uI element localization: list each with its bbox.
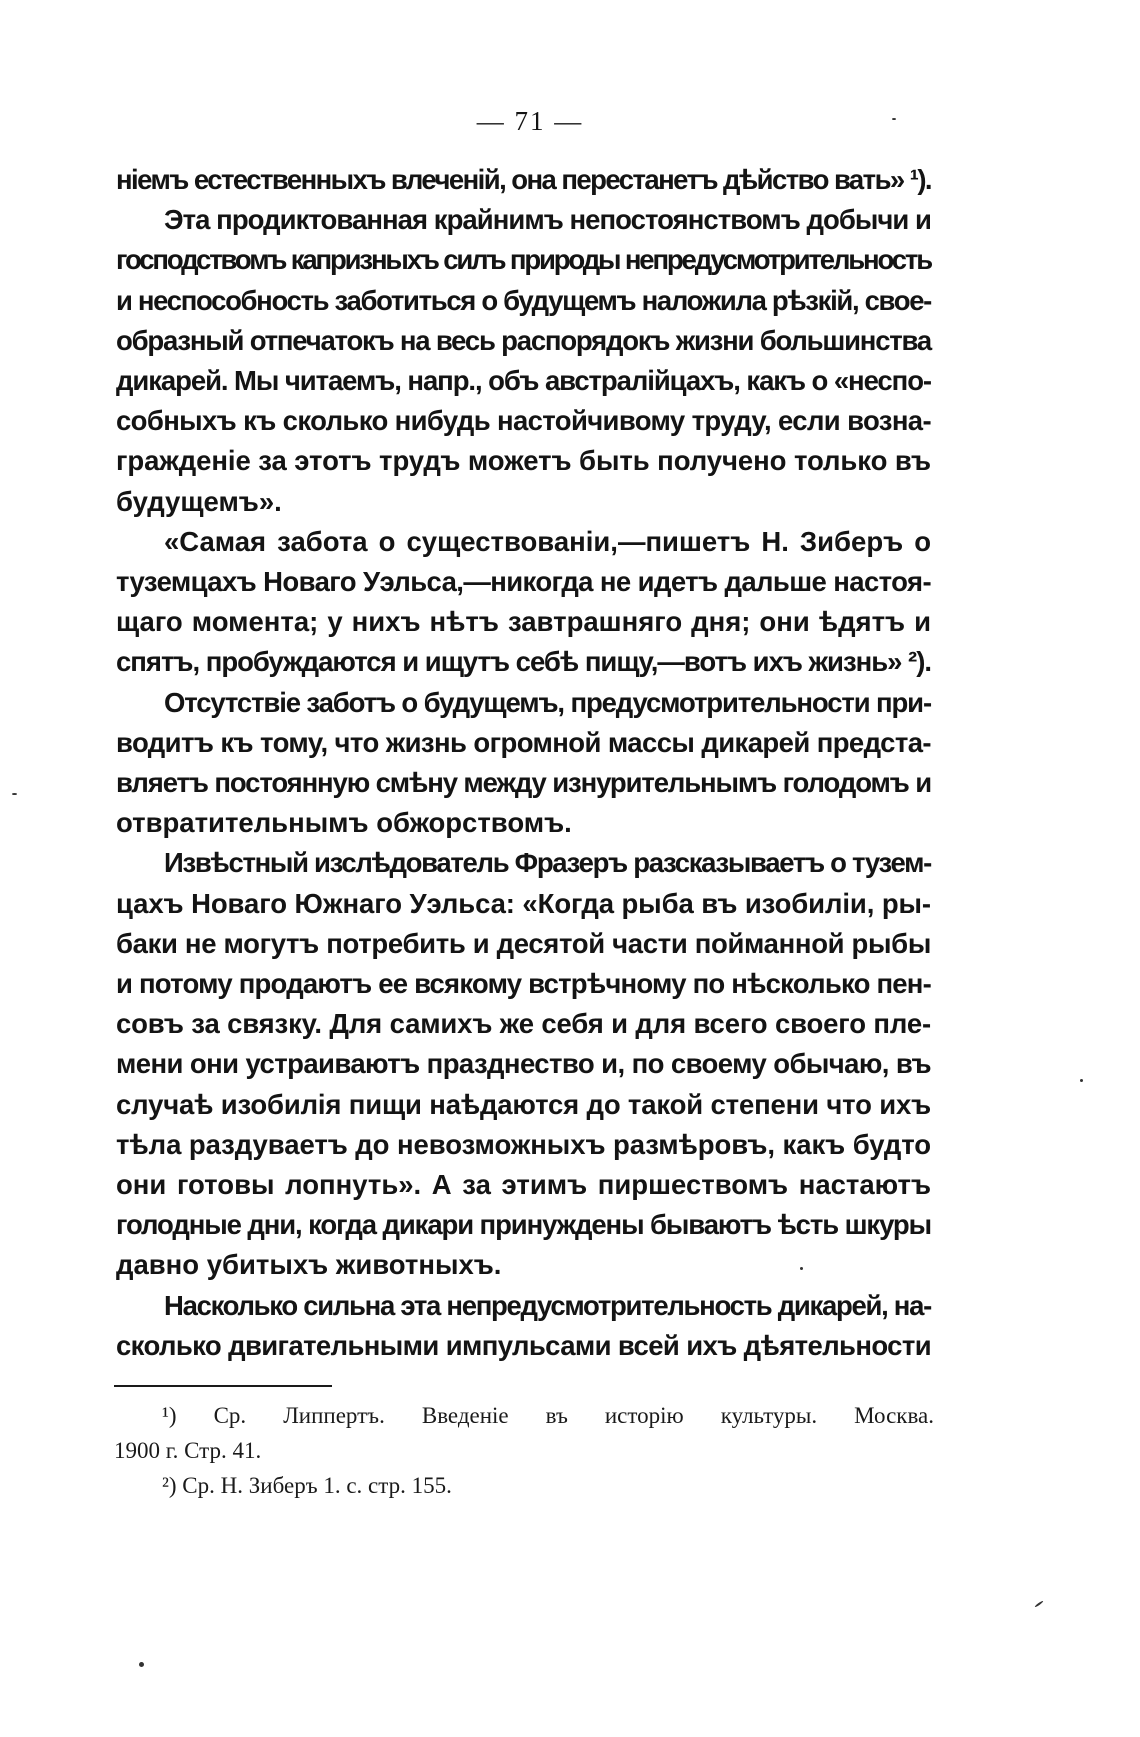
paragraph	[116, 843, 931, 1285]
text-line: туземцахъ Новаго Уэльса,—никогда не идетъ дальше настоя-	[116, 566, 931, 598]
scan-speck	[1080, 1079, 1083, 1082]
main-text	[116, 160, 931, 1366]
footnotes	[114, 1398, 934, 1503]
footnote-line: ¹) Ср. Липпертъ. Введеніе въ исторію культуры. Москва.	[162, 1403, 934, 1428]
text-line: Эта продиктованная крайнимъ непостоянствомъ добычи и	[164, 204, 931, 236]
text-line: водитъ къ тому, что жизнь огромной массы дикарей предста-	[116, 726, 931, 758]
text-line: совъ за связку. Для самихъ же себя и для всего своего пле-	[116, 1008, 931, 1040]
scan-speck	[139, 1662, 144, 1667]
scan-speck	[12, 793, 17, 795]
paragraph-continuation	[116, 160, 931, 200]
text-line: голодные дни, когда дикари принуждены бываютъ ѣсть шкуры	[116, 1209, 931, 1241]
text-line: баки не могутъ потребить и десятой части пойманной рыбы	[116, 927, 931, 959]
footnote-line: 1900 г. Стр. 41.	[114, 1438, 262, 1463]
text-line: они готовы лопнуть». А за этимъ пиршествомъ настаютъ	[116, 1169, 931, 1201]
text-line: ніемъ естественныхъ влеченій, она перестанетъ дѣйство вать» ¹).	[116, 164, 931, 195]
paragraph	[116, 683, 931, 844]
text-line: тѣла раздуваетъ до невозможныхъ размѣровъ, какъ будто	[116, 1128, 931, 1160]
text-line: и потому продаютъ ее всякому встрѣчному по нѣсколько пен-	[116, 968, 931, 1000]
text-line: отвратительнымъ обжорствомъ.	[116, 807, 572, 839]
text-line: «Самая забота о существованіи,—пишетъ Н. Зиберъ о	[164, 525, 931, 557]
text-line: сколько двигательными импульсами всей ихъ дѣятельности	[116, 1329, 931, 1361]
paragraph	[116, 522, 931, 683]
text-line: Извѣстный изслѣдователь Фразеръ разсказываетъ о тузем-	[164, 847, 931, 879]
text-line: дикарей. Мы читаемъ, напр., объ австралійцахъ, какъ о «неспо-	[116, 365, 931, 397]
text-line: образный отпечатокъ на весь распорядокъ жизни большинства	[116, 324, 931, 356]
text-line: спятъ, пробуждаются и ищутъ себѣ пищу,—вотъ ихъ жизнь» ²).	[116, 646, 931, 678]
text-line: случаѣ изобилія пищи наѣдаются до такой степени что ихъ	[116, 1088, 931, 1120]
text-line: собныхъ къ сколько нибудь настойчивому труду, если возна-	[116, 405, 931, 437]
scan-speck	[892, 118, 896, 120]
page-number: — 71 —	[476, 106, 584, 136]
text-line: гражденіе за этотъ трудъ можетъ быть получено только въ	[116, 445, 931, 477]
text-line: будущемъ».	[116, 485, 282, 517]
paragraph	[116, 1286, 931, 1366]
text-line: господствомъ капризныхъ силъ природы непредусмотрительность	[116, 244, 931, 276]
paragraph	[116, 200, 931, 522]
text-line: мени они устраиваютъ празднество и, по своему обычаю, въ	[116, 1048, 931, 1080]
text-line: давно убитыхъ животныхъ.	[116, 1249, 502, 1281]
footnote-line: ²) Ср. Н. Зиберъ 1. с. стр. 155.	[162, 1473, 452, 1498]
text-line: Насколько сильна эта непредусмотрительность дикарей, на-	[164, 1289, 931, 1321]
scan-speck	[1034, 1600, 1043, 1607]
text-line: и неспособность заботиться о будущемъ наложила рѣзкій, свое-	[116, 284, 931, 316]
scan-speck	[800, 1267, 803, 1270]
footnote-separator	[114, 1385, 332, 1387]
footnote	[114, 1468, 934, 1503]
text-line: цахъ Новаго Южнаго Уэльса: «Когда рыба въ изобиліи, ры-	[116, 887, 931, 919]
text-line: Отсутствіе заботъ о будущемъ, предусмотрительности при-	[164, 686, 931, 718]
text-line: щаго момента; у нихъ нѣтъ завтрашняго дня; они ѣдятъ и	[116, 606, 931, 638]
text-line: вляетъ постоянную смѣну между изнурительнымъ голодомъ и	[116, 767, 931, 799]
footnote	[114, 1398, 934, 1468]
